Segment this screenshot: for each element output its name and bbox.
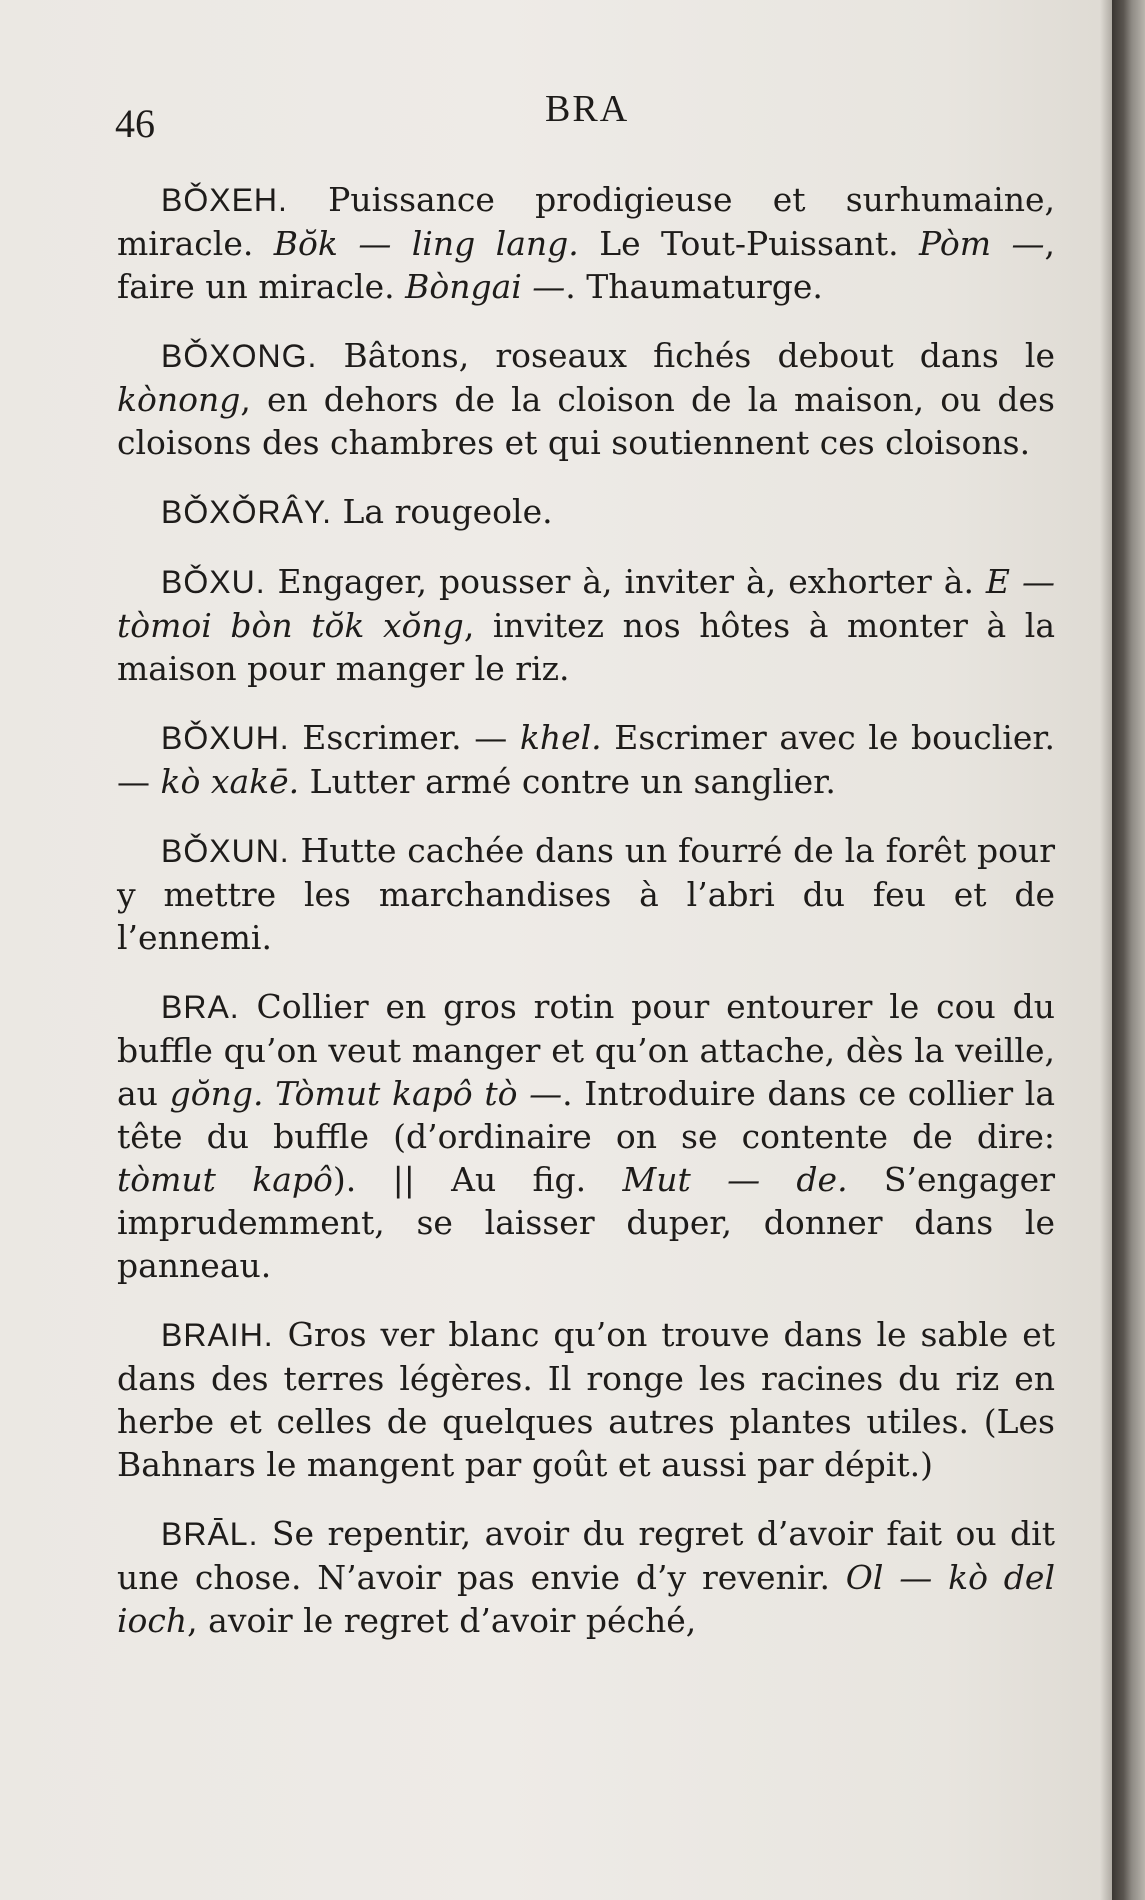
entry-headword: BRĀL. bbox=[161, 1516, 259, 1552]
entry-definition: Lutter armé contre un sanglier. bbox=[299, 762, 836, 801]
entry-definition: Se repentir, avoir du regret d’avoir fait ou dit une chose. N’avoir pas envie d’y revenir. bbox=[117, 1514, 1055, 1597]
entry-headword: BǑXU. bbox=[161, 564, 266, 600]
entry-definition: , faire un miracle. bbox=[117, 224, 1055, 306]
entry-definition: . Thaumaturge. bbox=[565, 267, 823, 306]
entry-definition: Le Tout-Puissant. bbox=[578, 224, 920, 263]
page-number: 46 bbox=[115, 101, 155, 146]
entry-definition: Escrimer avec le bouclier. — bbox=[117, 718, 1055, 801]
entry-definition: Hutte cachée dans un fourré de la forêt pour y mettre les marchandises à l’abri du feu et de l’ennemi. bbox=[117, 831, 1055, 957]
entry-definition: Bâtons, roseaux fichés debout dans le bbox=[317, 336, 1055, 375]
entry-headword: BRAIH. bbox=[161, 1317, 274, 1353]
entry-example: Bŏk — ling lang. bbox=[273, 224, 579, 263]
dictionary-entry bbox=[117, 829, 1055, 959]
entry-definition: La rougeole. bbox=[332, 492, 553, 531]
entry-definition: . Introduire dans ce collier la tête du buffle (d’ordinaire on se contente de dire: bbox=[117, 1074, 1056, 1156]
dictionary-entries bbox=[117, 178, 1055, 1668]
entry-example: kò xakē. bbox=[160, 762, 300, 801]
entry-example: E — tòmoi bòn tŏk xŏng bbox=[117, 562, 1055, 645]
entry-headword: BǑXUN. bbox=[161, 833, 290, 869]
entry-definition: , avoir le regret d’avoir péché, bbox=[187, 1601, 697, 1640]
entry-example: Bòngai — bbox=[405, 267, 566, 306]
page-edge bbox=[1112, 0, 1145, 1900]
entry-example: gŏng. Tòmut kapô tò — bbox=[169, 1074, 563, 1113]
dictionary-entry bbox=[117, 716, 1055, 803]
entry-headword: BǑXEH. bbox=[161, 182, 288, 218]
entry-definition: ). || Au fig. bbox=[332, 1160, 623, 1199]
entry-definition: Engager, pousser à, inviter à, exhorter à. bbox=[265, 562, 986, 601]
entry-definition: , en dehors de la cloison de la maison, ou des cloisons des chambres et qui soutiennent ces cloisons. bbox=[117, 380, 1055, 462]
dictionary-entry bbox=[117, 334, 1055, 464]
entry-headword: BRA. bbox=[161, 989, 240, 1025]
dictionary-entry bbox=[117, 178, 1055, 308]
dictionary-entry bbox=[117, 1512, 1055, 1642]
entry-headword: BǑXǑRÂY. bbox=[161, 494, 333, 530]
gutter-shadow bbox=[1100, 0, 1112, 1900]
entry-definition: Puissance prodigieuse et surhumaine, miracle. bbox=[117, 180, 1055, 263]
entry-definition: Gros ver blanc qu’on trouve dans le sable et dans des terres légères. Il ronge les racines du riz en herbe et celles de quelques autres plantes utiles. (Les Bahnars le mangent par goût et aussi par dépit.) bbox=[117, 1315, 1055, 1484]
entry-example: kònong bbox=[117, 380, 241, 419]
entry-definition: Escrimer. — bbox=[289, 718, 520, 757]
entry-example: tòmut kapô bbox=[117, 1160, 333, 1199]
dictionary-entry bbox=[117, 1313, 1055, 1486]
entry-headword: BǑXONG. bbox=[161, 338, 318, 374]
entry-example: Mut — de. bbox=[622, 1160, 848, 1199]
dictionary-entry bbox=[117, 985, 1055, 1287]
dictionary-entry bbox=[117, 560, 1055, 690]
entry-example: Ol — kò del ioch bbox=[117, 1558, 1056, 1640]
entry-definition: , invitez nos hôtes à monter à la maison pour manger le riz. bbox=[117, 606, 1055, 688]
entry-example: Pòm — bbox=[919, 224, 1045, 263]
entry-headword: BǑXUH. bbox=[161, 720, 290, 756]
entry-definition: Collier en gros rotin pour entourer le cou du buffle qu’on veut manger et qu’on attache, dès la veille, au bbox=[117, 987, 1055, 1113]
running-head: BRA bbox=[545, 88, 630, 130]
dictionary-entry bbox=[117, 490, 1055, 534]
entry-definition: S’engager imprudemment, se laisser duper, donner dans le panneau. bbox=[117, 1160, 1055, 1285]
entry-example: khel. bbox=[519, 718, 602, 757]
